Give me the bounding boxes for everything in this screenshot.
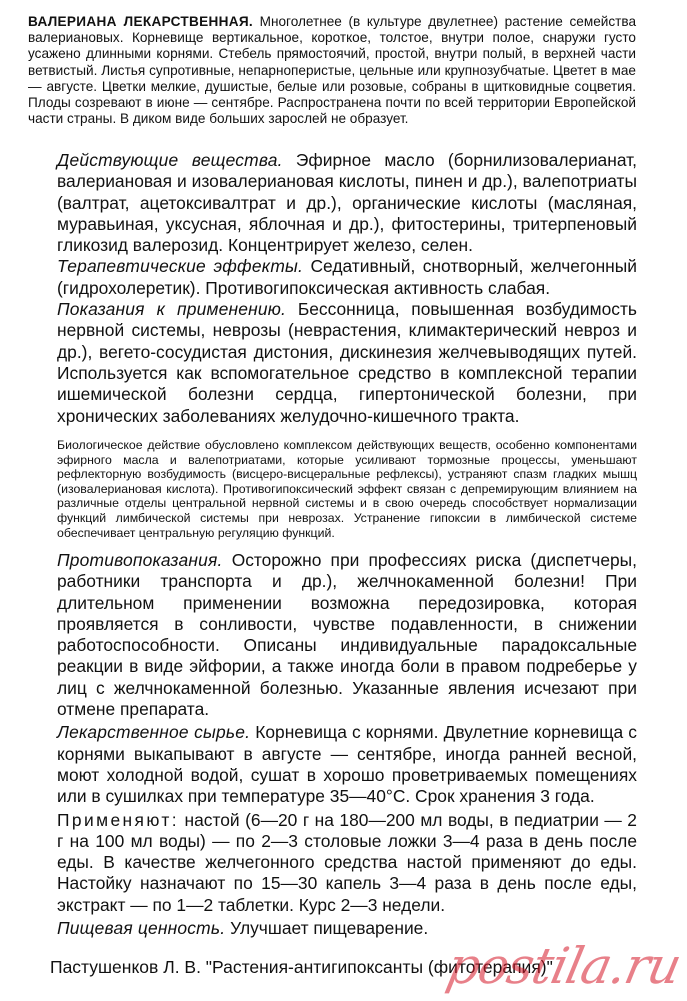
watermark-logo: postila.ru <box>442 936 686 995</box>
biological-action-note: Биологическое действие обусловлено комплексом действующих веществ, особенно компонентами эфирного масла и валепотриатами, которые усиливают тормозные процессы, уменьшают рефлекторную возбудимость (висцеро-висцеральные рефлексы), устраняют спазм гладких мышц (изовалериановая кислота). Противогипоксический эффект связан с депремирующим влиянием на различные отделы центральной нервной системы и в свою очередь способствует нормализации функций лимбической системы при неврозах. Устранение гипоксии в лимбической системе обеспечивает центральную регуляцию функций. <box>57 438 637 540</box>
indications-heading: Показания к применению. <box>57 299 287 320</box>
therapeutic-effects-text: Седативный, снотворный, желчегонный (гидрохолеретик). Противогипоксическая активность слабая. <box>57 256 637 298</box>
active-substances-text: Эфирное масло (борнилизовалерианат, валериановая и изовалериановая кислоты, пинен и др.), валепотриаты (валтрат, ацетоксивалтрат и др.), органические кислоты (масляная, муравьиная, уксусная, яблочная и др.), фитостерины, тритерпеновый гликозид валерозид. Концентрирует железо, селен. <box>57 150 637 256</box>
dosage-text: настой (6—20 г на 180—200 мл воды, в педиатрии — 2 г на 100 мл воды) — по 2—3 столовые ложки 3—4 раза в день после еды. В качестве желчегонного средства настой применяют до еды. Настойку назначают по 15—30 капель 3—4 раза в день после еды, экстракт — по 1—2 таблетки. Курс 2—3 недели. <box>57 809 637 915</box>
usage-sections <box>57 550 637 939</box>
properties-sections <box>57 150 637 427</box>
contraindications-text: Осторожно при профессиях риска (диспетчеры, работники транспорта и др.), желчнокаменной болезни! При длительном применении возможна передозировка, которая проявляется в сонливости, чувстве подавленности, в снижении работоспособности. Описаны индивидуальные парадоксальные реакции в виде эйфории, а также иногда боли в правом подреберье у лиц с желчнокаменной болезнью. Указанные явления исчезают при отмене препарата. <box>57 550 637 720</box>
therapeutic-effects-paragraph <box>57 256 637 299</box>
nutritional-value-paragraph <box>57 918 637 939</box>
nutritional-value-text: Улучшает пищеварение. <box>230 918 429 939</box>
raw-material-paragraph <box>57 722 637 807</box>
raw-material-heading: Лекарственное сырье. <box>57 722 251 743</box>
plant-title: ВАЛЕРИАНА ЛЕКАРСТВЕННАЯ. <box>28 14 253 29</box>
source-citation: Пастушенков Л. В. "Растения-антигипоксанты (фитотерапия)" <box>50 957 553 977</box>
dosage-heading: Применяют: <box>57 809 179 830</box>
contraindications-paragraph <box>57 550 637 720</box>
intro-paragraph <box>28 14 636 127</box>
therapeutic-effects-heading: Терапевтические эффекты. <box>57 256 304 277</box>
contraindications-heading: Противопоказания. <box>57 550 223 570</box>
dosage-paragraph <box>57 810 637 916</box>
indications-paragraph <box>57 299 637 427</box>
raw-material-text: Корневища с корнями. Двулетние корневища с корнями выкапывают в августе — сентябре, иногда ранней весной, моют холодной водой, сушат в хорошо проветриваемых помещениях или в сушилках при температуре 35—40°С. Срок хранения 3 года. <box>57 722 637 807</box>
active-substances-paragraph <box>57 150 637 256</box>
active-substances-heading: Действующие вещества. <box>57 150 283 170</box>
intro-text: Многолетнее (в культуре двулетнее) растение семейства валериановых. Корневище вертикальное, короткое, толстое, внутри полое, снаружи густо усажено длинными корнями. Стебель прямостоячий, простой, внутри полый, в верхней части ветвистый. Листья супротивные, непарноперистые, цельные или крупнозубчатые. Цветет в мае — августе. Цветки мелкие, душистые, белые или розовые, собраны в щитковидные соцветия. Плоды созревают в июне — сентябре. Распространена почти по всей территории Европейской части страны. В диком виде больших зарослей не образует. <box>28 14 637 127</box>
nutritional-value-heading: Пищевая ценность. <box>57 918 226 939</box>
indications-text: Бессонница, повышенная возбудимость нервной системы, неврозы (неврастения, климактерический невроз и др.), вегето-сосудистая дистония, дискинезия желчевыводящих путей. Используется как вспомогательное средство в комплексной терапии ишемической болезни сердца, гипертонической болезни, при хронических заболеваниях желудочно-кишечного тракта. <box>57 299 637 426</box>
